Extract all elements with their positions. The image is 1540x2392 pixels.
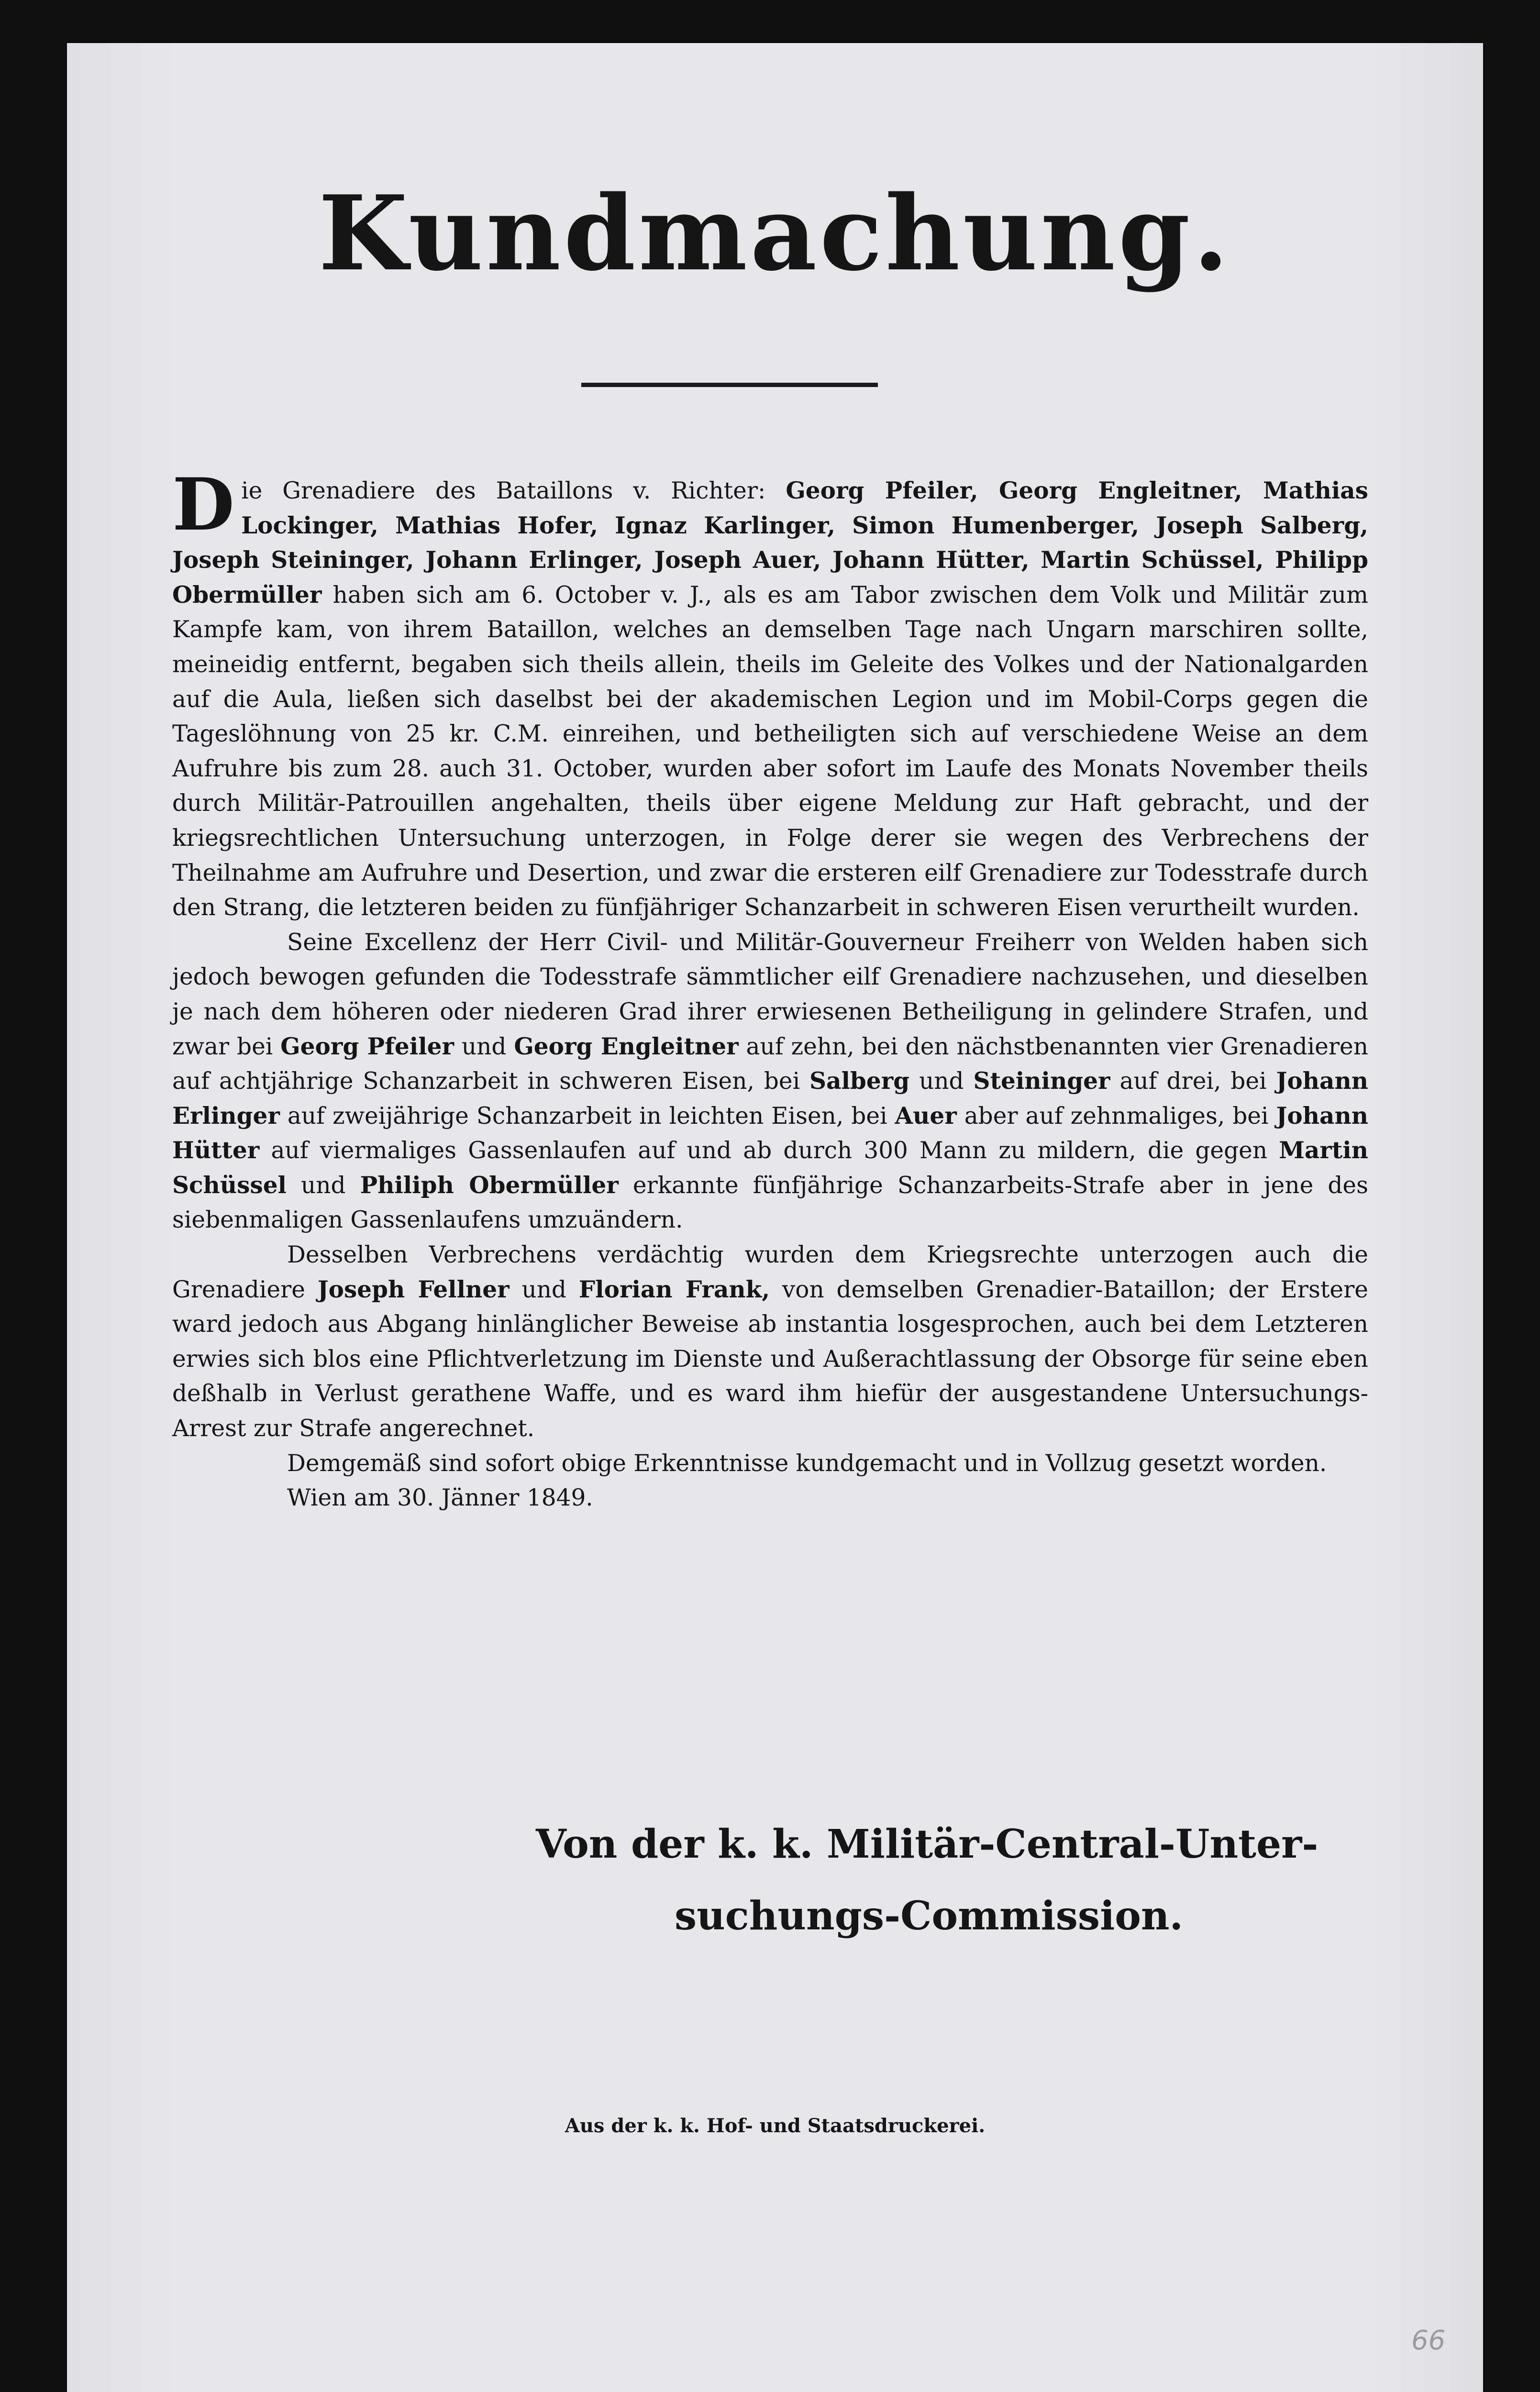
paragraph-1	[172, 463, 1368, 925]
p1-intro: ie Grenadiere des Bataillons v. Richter:	[241, 477, 786, 504]
signature-line-1: Von der k. k. Militär-Central-Unter-	[536, 1821, 1318, 1867]
p2-text-d: und	[909, 1068, 974, 1095]
paragraph-2	[172, 925, 1368, 1238]
p3-name: Joseph Fellner	[317, 1275, 510, 1303]
document-body	[172, 463, 1368, 1516]
p3-text-b: und	[509, 1276, 579, 1303]
p2-text-c: auf zehn, bei den nächstbenannten vier Grenadieren auf achtjährige Schanzarbeit in schweren Eisen, bei	[172, 1033, 1368, 1095]
pencil-page-number: 66	[1411, 2325, 1446, 2356]
p3-text-a: Desselben Verbrechens verdächtig wurden dem Kriegsrechte unterzogen auch die Grenadiere	[172, 1241, 1368, 1303]
p1-names: Georg Pfeiler, Georg Engleitner, Mathias Lockinger, Mathias Hofer, Ignaz Karlinger, Simon Humenberger, Joseph Salberg, Joseph Steininger, Johann Erlinger, Joseph Auer, Johann Hütter, Martin Schüssel, Philipp Obermüller	[172, 477, 1368, 609]
paragraph-4: Demgemäß sind sofort obige Erkenntnisse kundgemacht und in Vollzug gesetzt worden.	[287, 1450, 1327, 1477]
p2-name: Georg Engleitner	[514, 1032, 739, 1060]
signature-line-2: suchungs-Commission.	[675, 1893, 1184, 1939]
p2-name: Salberg	[809, 1067, 910, 1095]
p2-name: Johann Erlinger	[172, 1067, 1368, 1130]
document-page	[67, 43, 1483, 2392]
p1-text: haben sich am 6. October v. J., als es am Tabor zwischen dem Volk und Militär zum Kampfe kam, von ihrem Bataillon, welches an demselben Tage nach Ungarn marschiren sollte, meineidig entfernt, begaben sich theils allein, theils im Geleite des Volkes und der Nationalgarden auf die Aula, ließen sich daselbst bei der akademischen Legion und im Mobil-Corps gegen die Tageslöhnung von 25 kr. C.M. einreihen, und betheiligten sich auf verschiedene Weise an dem Aufruhre bis zum 28. auch 31. October, wurden aber sofort im Laufe des Monats November theils durch Militär-Patrouillen angehalten, theils über eigene Meldung zur Haft gebracht, und der kriegsrechtlichen Untersuchung unterzogen, in Folge derer sie wegen des Verbrechens der Theilnahme am Aufruhre und Desertion, und zwar die ersteren eilf Grenadiere zur Todesstrafe durch den Strang, die letzteren beiden zu fünfjähriger Schanzarbeit in schweren Eisen verurtheilt wurden.	[172, 581, 1368, 921]
title-divider	[581, 383, 878, 387]
p2-text-e: auf drei, bei	[1110, 1068, 1276, 1095]
p3-text-c: von demselben Grenadier-Bataillon; der Erstere ward jedoch aus Abgang hinlänglicher Beweise ab instantia losgesprochen, auch bei dem Letzteren erwies sich blos eine Pflichtverletzung im Dienste und Außerachtlassung der Obsorge für seine eben deßhalb in Verlust gerathene Waffe, und es ward ihm hiefür der ausgestandene Untersuchungs-Arrest zur Strafe angerechnet.	[172, 1276, 1368, 1442]
drop-cap: D	[172, 463, 235, 547]
document-title: Kundmachung.	[318, 173, 1232, 294]
p2-name: Auer	[895, 1102, 957, 1130]
p2-name: Johann Hütter	[172, 1102, 1368, 1164]
p2-text-g: aber auf zehnmaliges, bei	[956, 1102, 1276, 1130]
p2-text-j: erkannte fünfjährige Schanzarbeits-Strafe aber in jene des siebenmaligen Gassenlaufens umzuändern.	[172, 1172, 1368, 1234]
paragraph-3	[172, 1238, 1368, 1446]
p2-name: Philiph Obermüller	[360, 1171, 619, 1199]
date-line: Wien am 30. Jänner 1849.	[287, 1484, 593, 1512]
p2-name: Georg Pfeiler	[280, 1032, 454, 1060]
printer-imprint: Aus der k. k. Hof- und Staatsdruckerei.	[565, 2115, 986, 2137]
p2-text-f: auf zweijährige Schanzarbeit in leichten Eisen, bei	[279, 1102, 895, 1130]
p2-text-h: auf viermaliges Gassenlaufen auf und ab durch 300 Mann zu mildern, die gegen	[259, 1137, 1279, 1164]
p2-name: Martin Schüssel	[172, 1137, 1368, 1199]
issuer-signature	[536, 1808, 1349, 1952]
p2-text-b: und	[454, 1033, 514, 1060]
p2-text-i: und	[286, 1172, 360, 1199]
p2-text-a: Seine Excellenz der Herr Civil- und Militär-Gouverneur Freiherr von Welden haben sich jedoch bewogen gefunden die Todesstrafe sämmtlicher eilf Grenadiere nachzusehen, und dieselben je nach dem höheren oder niederen Grad ihrer erwiesenen Betheiligung in gelindere Strafen, und zwar bei	[172, 929, 1368, 1060]
p3-name: Florian Frank,	[578, 1275, 770, 1303]
p2-name: Steininger	[973, 1067, 1110, 1095]
